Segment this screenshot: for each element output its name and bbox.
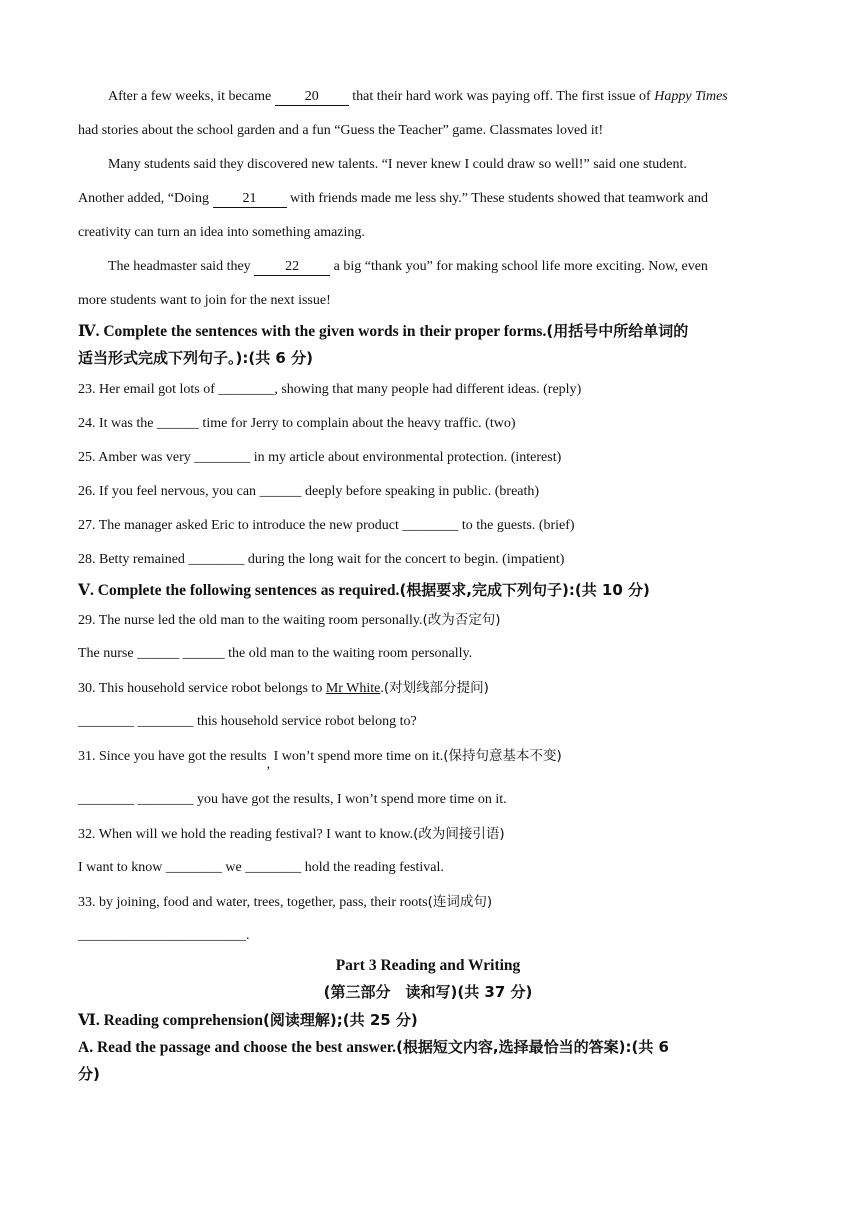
question-31 [78, 743, 778, 787]
subtitle-cn: (第三部分 读和写)(共 37 分) [323, 983, 533, 1001]
text: 29. The nurse led the old man to the waiting room personally. [78, 613, 423, 628]
text: . [380, 681, 384, 696]
instruction: (改为间接引语) [413, 826, 505, 842]
text: more students want to join for the next issue! [78, 293, 331, 308]
section-6-heading [78, 1007, 778, 1034]
underlined-text: Mr White [325, 681, 381, 696]
text: I won’t spend more time on it. [270, 749, 444, 764]
passage-line [78, 288, 778, 318]
question-30 [78, 675, 778, 709]
heading-en: Ⅵ. Reading comprehension [78, 1012, 264, 1029]
text: Another added, “Doing [78, 191, 213, 206]
text: had stories about the school garden and a fun “Guess the Teacher” game. Classmates loved it! [78, 123, 604, 138]
heading-en: A. Read the passage and choose the best answer. [78, 1039, 397, 1056]
text: 30. This household service robot belongs to [78, 681, 326, 696]
passage-line [78, 118, 778, 152]
answer-31[interactable]: ________ ________ you have got the results, I won’t spend more time on it. [78, 792, 507, 807]
part-3-subtitle [78, 979, 778, 1007]
answer-30[interactable]: ________ ________ this household service robot belong to? [78, 714, 417, 729]
question-33 [78, 889, 778, 923]
instruction: (对划线部分提问) [383, 680, 489, 696]
section-6a-heading-cont [78, 1061, 778, 1088]
text: After a few weeks, it became [108, 89, 275, 104]
heading-en: Ⅴ. Complete the following sentences as required. [78, 582, 400, 599]
question-27: 27. The manager asked Eric to introduce the new product ________ to the guests. (brief) [78, 518, 575, 533]
instruction: (保持句意基本不变) [443, 748, 562, 764]
answer-32[interactable]: I want to know ________ we ________ hold the reading festival. [78, 860, 444, 875]
heading-cn: (根据短文内容,选择最恰当的答案):(共 6 [396, 1038, 669, 1056]
text: with friends made me less shy.” These students showed that teamwork and [286, 191, 708, 206]
text: , [266, 757, 271, 772]
heading-cn: 适当形式完成下列句子。):(共 6 分) [78, 349, 313, 367]
question-23: 23. Her email got lots of ________, showing that many people had different ideas. (reply) [78, 382, 582, 397]
part-3-title: Part 3 Reading and Writing [335, 957, 521, 974]
document-page [78, 84, 778, 1088]
section-5-heading [78, 577, 778, 607]
magazine-title: Happy Times [654, 89, 728, 104]
blank-22[interactable]: 22 [254, 259, 330, 276]
text: creativity can turn an idea into something amazing. [78, 225, 365, 240]
answer-33[interactable]: ________________________. [78, 928, 250, 943]
question-28: 28. Betty remained ________ during the long wait for the concert to begin. (impatient) [78, 552, 565, 567]
text: a big “thank you” for making school life more exciting. Now, even [330, 259, 708, 274]
instruction: (改为否定句) [422, 612, 501, 628]
heading-en: Ⅳ. Complete the sentences with the given words in their proper forms. [78, 323, 547, 340]
passage-line [78, 152, 778, 186]
section-4-heading-cont [78, 345, 778, 377]
instruction: (连词成句) [427, 894, 493, 910]
text: Many students said they discovered new talents. “I never knew I could draw so well!” said one student. [108, 157, 687, 172]
question-24: 24. It was the ______ time for Jerry to complain about the heavy traffic. (two) [78, 416, 516, 431]
section-4-heading [78, 318, 778, 345]
text: that their hard work was paying off. The first issue of [348, 89, 655, 104]
heading-cn: (根据要求,完成下列句子):(共 10 分) [399, 581, 650, 599]
passage-line [78, 254, 778, 288]
passage-line [78, 220, 778, 254]
text: 33. by joining, food and water, trees, together, pass, their roots [78, 895, 428, 910]
heading-cn: (用括号中所给单词的 [546, 322, 689, 340]
section-6a-heading [78, 1034, 778, 1061]
heading-cn: 分) [78, 1065, 100, 1083]
text: 32. When will we hold the reading festival? I want to know. [78, 827, 414, 842]
question-29 [78, 607, 778, 641]
heading-cn: (阅读理解);(共 25 分) [263, 1011, 418, 1029]
question-26: 26. If you feel nervous, you can ______ deeply before speaking in public. (breath) [78, 484, 540, 499]
question-25: 25. Amber was very ________ in my article about environmental protection. (interest) [78, 450, 562, 465]
question-32 [78, 821, 778, 855]
text: 31. Since you have got the results [78, 749, 267, 764]
blank-20[interactable]: 20 [275, 89, 349, 106]
answer-29[interactable]: The nurse ______ ______ the old man to the waiting room personally. [78, 646, 473, 661]
text: The headmaster said they [108, 259, 255, 274]
passage-line [78, 186, 778, 220]
passage-line [78, 84, 778, 118]
blank-21[interactable]: 21 [213, 191, 287, 208]
